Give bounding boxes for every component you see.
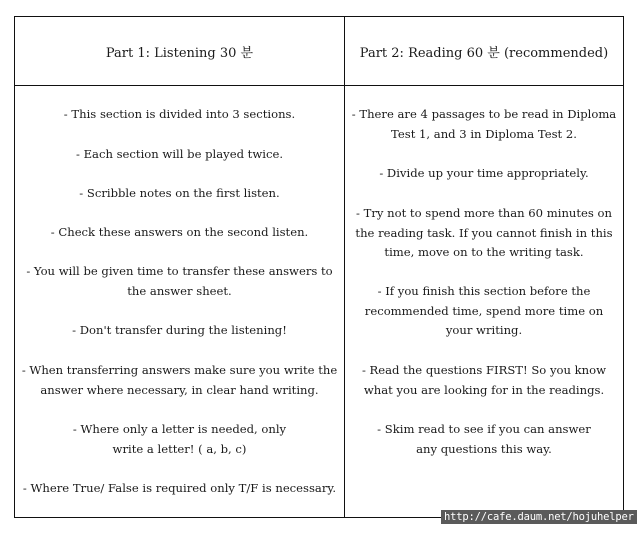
part1-item: - Don't transfer during the listening! xyxy=(72,323,287,337)
part1-item: - Check these answers on the second listen. xyxy=(50,225,309,239)
part1-item: - You will be given time to transfer these answers to the answer sheet. xyxy=(26,264,333,298)
part1-item: - Each section will be played twice. xyxy=(75,147,284,161)
part2-item: - Read the questions FIRST! So you know what you are looking for in the readings. xyxy=(361,363,607,397)
header-divider xyxy=(15,85,623,86)
header-part2-reading: Part 2: Reading 60 분 (recommended) xyxy=(359,45,609,61)
watermark-url: http://cafe.daum.net/hojuhelper xyxy=(441,510,637,524)
part1-item: - This section is divided into 3 sections. xyxy=(63,107,296,121)
part1-item: - Where True/ False is required only T/F is necessary. xyxy=(22,481,337,495)
part2-item: - Skim read to see if you can answer any questions this way. xyxy=(377,422,591,456)
guidelines-table xyxy=(14,16,624,518)
part1-item: - When transferring answers make sure you write the answer where necessary, in clear hand writing. xyxy=(21,363,338,397)
part1-item: - Scribble notes on the first listen. xyxy=(79,186,280,200)
part1-item: - Where only a letter is needed, only write a letter! ( a, b, c) xyxy=(72,422,287,456)
header-part1-listening: Part 1: Listening 30 분 xyxy=(105,45,254,61)
part2-item: - There are 4 passages to be read in Diploma Test 1, and 3 in Diploma Test 2. xyxy=(351,107,617,141)
part2-item: - If you finish this section before the recommended time, spend more time on your writing. xyxy=(364,284,604,337)
part2-item: - Try not to spend more than 60 minutes on the reading task. If you cannot finish in this time, move on to the writing task. xyxy=(355,206,613,259)
part2-item: - Divide up your time appropriately. xyxy=(379,166,589,180)
